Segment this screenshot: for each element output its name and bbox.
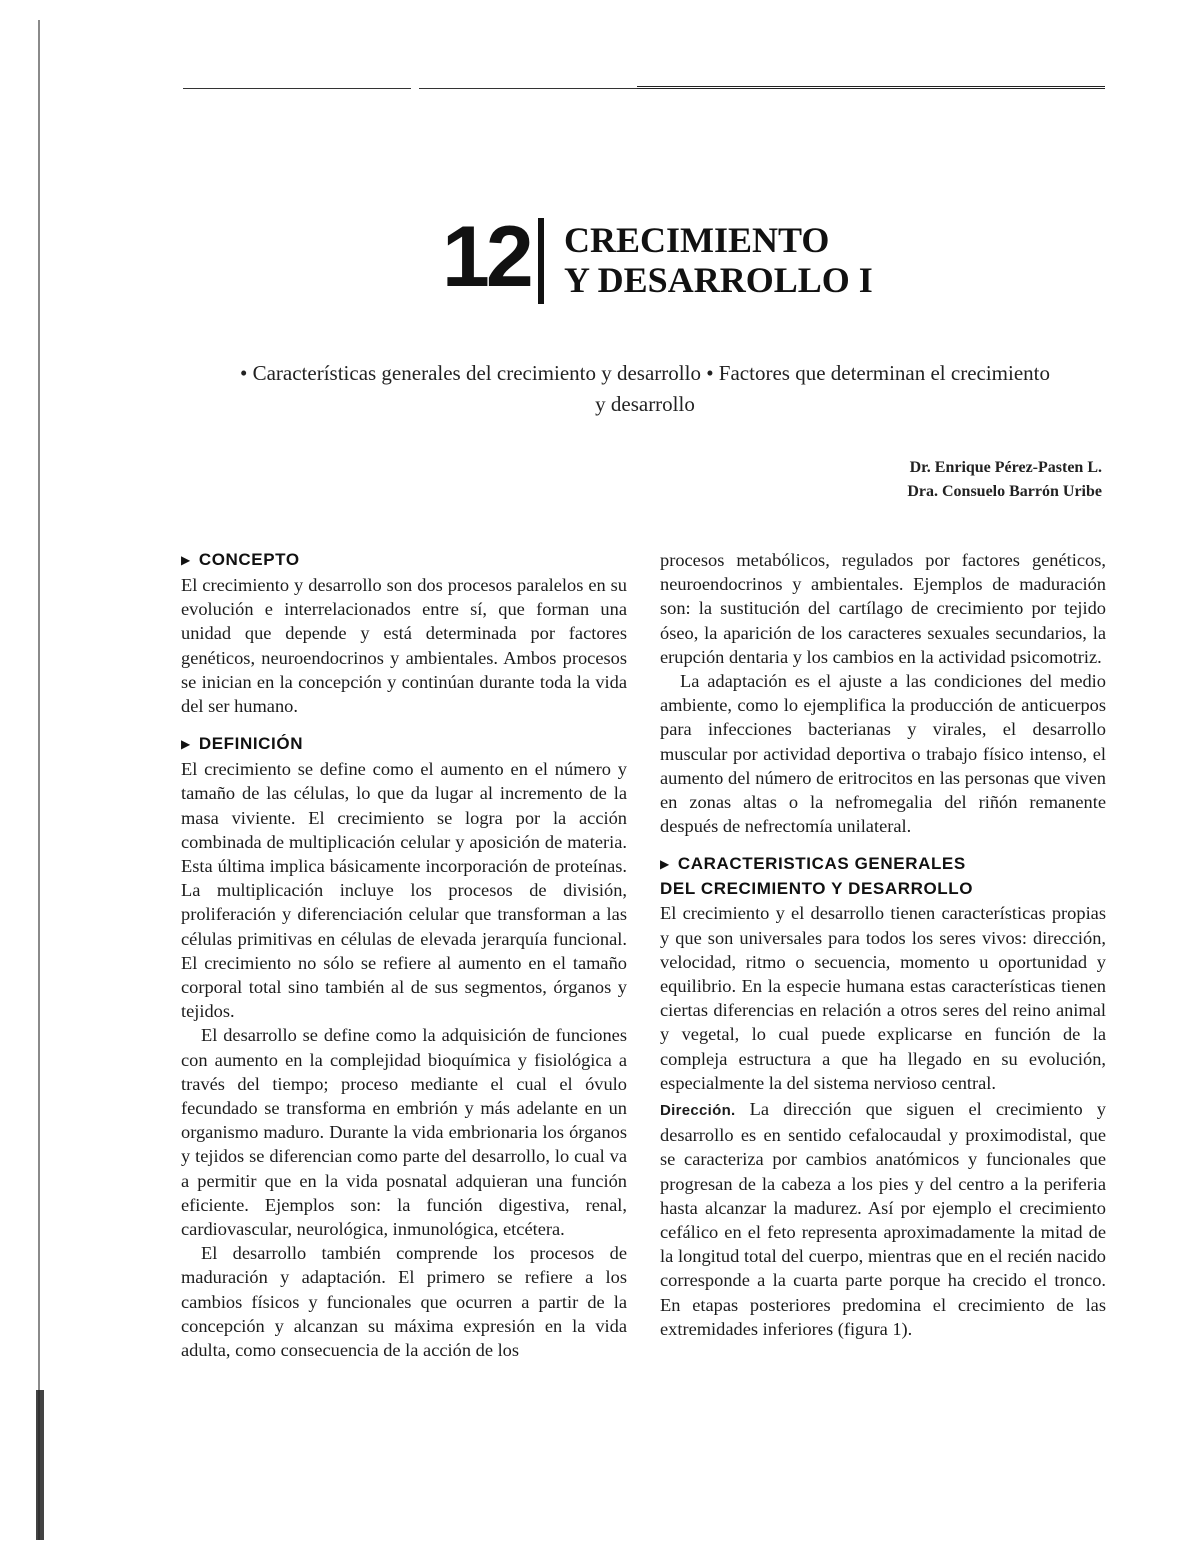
definicion-paragraph-2: El desarrollo se define como la adquisición de funciones con aumento en la complejidad bioquímica y fisiológica a través del tiempo; proceso mediante el cual el óvulo fecundado se transforma en embrión y más adelante en un organismo maduro. Durante la vida embrionaria los órganos y tejidos se diferencian como parte del desarrollo, lo cual va a permitir que en la vida posnatal adquieran una función eficiente. Ejemplos son: la función digestiva, renal, cardiovascular, neurológica, inmunológica, etcétera. bbox=[181, 1025, 627, 1240]
triangle-right-icon: ▶ bbox=[660, 857, 670, 872]
chapter-topics: • Características generales del crecimiento y desarrollo • Factores que determinan el crecimiento y desarrollo bbox=[239, 361, 1051, 416]
author-1: Dr. Enrique Pérez-Pasten L. bbox=[909, 459, 1102, 476]
section-heading-caracteristicas: ▶ CARACTERISTICAS GENERALES DEL CRECIMIENTO Y DESARROLLO bbox=[660, 854, 974, 899]
triangle-right-icon: ▶ bbox=[181, 737, 191, 752]
definicion-paragraph-1: El crecimiento se define como el aumento en el número y tamaño de las células, lo que da lugar al incremento de la masa viviente. El crecimiento se logra por la acción combinada de multiplicación celular y aposición de materia. Esta última implica básicamente incorporación de proteínas. La multiplicación incluye los procesos de división, proliferación y diferenciación celular que transforman a las células primitivas en células de elevada jerarquía funcional. El crecimiento no sólo se refiere al aumento en el tamaño corporal total sino también al de sus segmentos, órganos y tejidos. bbox=[181, 759, 627, 1022]
triangle-right-icon: ▶ bbox=[181, 553, 191, 567]
scan-binding-shadow bbox=[36, 1390, 44, 1540]
adaptacion-paragraph: La adaptación es el ajuste a las condiciones del medio ambiente, como lo ejemplifica la producción de anticuerpos para infecciones bacterianas y virales, el desarrollo muscular por actividad deportiva o trabajo físico intenso, el aumento del número de eritrocitos en las personas que viven en zonas altas o la nefromegalia del riñón remanente después de nefrectomía unilateral. bbox=[660, 671, 1106, 837]
chapter-authors bbox=[907, 456, 1102, 504]
section-heading-definicion: ▶ DEFINICIÓN bbox=[181, 734, 304, 754]
author-2: Dra. Consuelo Barrón Uribe bbox=[907, 483, 1102, 500]
chapter-divider bbox=[538, 218, 544, 304]
scan-binding-edge bbox=[30, 20, 46, 1540]
caracteristicas-paragraph: El crecimiento y el desarrollo tienen características propias y que son universales para todos los seres vivos: dirección, velocidad, ritmo o secuencia, momento u oportunidad y equilibrio. En la especie humana estas características tienen ciertas diferencias en relación a otros seres del reino animal y vegetal, lo cual puede explicarse en función de la compleja estructura a que ha llegado en su evolución, especialmente la del sistema nervioso central. bbox=[660, 903, 1106, 1093]
chapter-title: CRECIMIENTO Y DESARROLLO I bbox=[564, 220, 873, 300]
direccion-paragraph: Dirección. La dirección que siguen el crecimiento y desarrollo es en sentido cefalocaudal y proximodistal, que se caracteriza por cambios anatómicos y funcionales que progresan de la cabeza a los pies y del centro a la periferia hasta alcanzar la madurez. Así por ejemplo el crecimiento cefálico en el feto representa aproximadamente la mitad de la longitud total del cuerpo, mientras que en el recién nacido corresponde a la cuarta parte porque ha crecido el tronco. En etapas posteriores predomina el crecimiento de las extremidades inferiores (figura 1). bbox=[660, 1099, 1106, 1339]
section-heading-concepto: ▶ CONCEPTO bbox=[181, 550, 300, 569]
continued-paragraph: procesos metabólicos, regulados por factores genéticos, neuroendocrinos y ambientales. Ejemplos de maduración son: la sustitución del cartílago de crecimiento por tejido óseo, la aparición de los caracteres sexuales secundarios, la erupción dentaria y los cambios en la actividad psicomotriz. bbox=[660, 550, 1106, 667]
direccion-runin-label: Dirección. bbox=[660, 1102, 736, 1120]
left-column bbox=[181, 548, 627, 1362]
definicion-paragraph-3: El desarrollo también comprende los procesos de maduración y adaptación. El primero se refiere a los cambios físicos y funcionales que ocurren a partir de la concepción y alcanzan su máxima expresión en la vida adulta, como consecuencia de la acción de los bbox=[181, 1243, 627, 1361]
chapter-number: 12 bbox=[442, 209, 530, 305]
right-column bbox=[660, 548, 1106, 1341]
header-rule bbox=[183, 86, 1105, 92]
concepto-paragraph: El crecimiento y desarrollo son dos procesos paralelos en su evolución e interrelacionados entre sí, que forman una unidad que depende y está determinada por factores genéticos, neuroendocrinos y ambientales. Ambos procesos se inician en la concepción y continúan durante toda la vida del ser humano. bbox=[181, 575, 627, 717]
